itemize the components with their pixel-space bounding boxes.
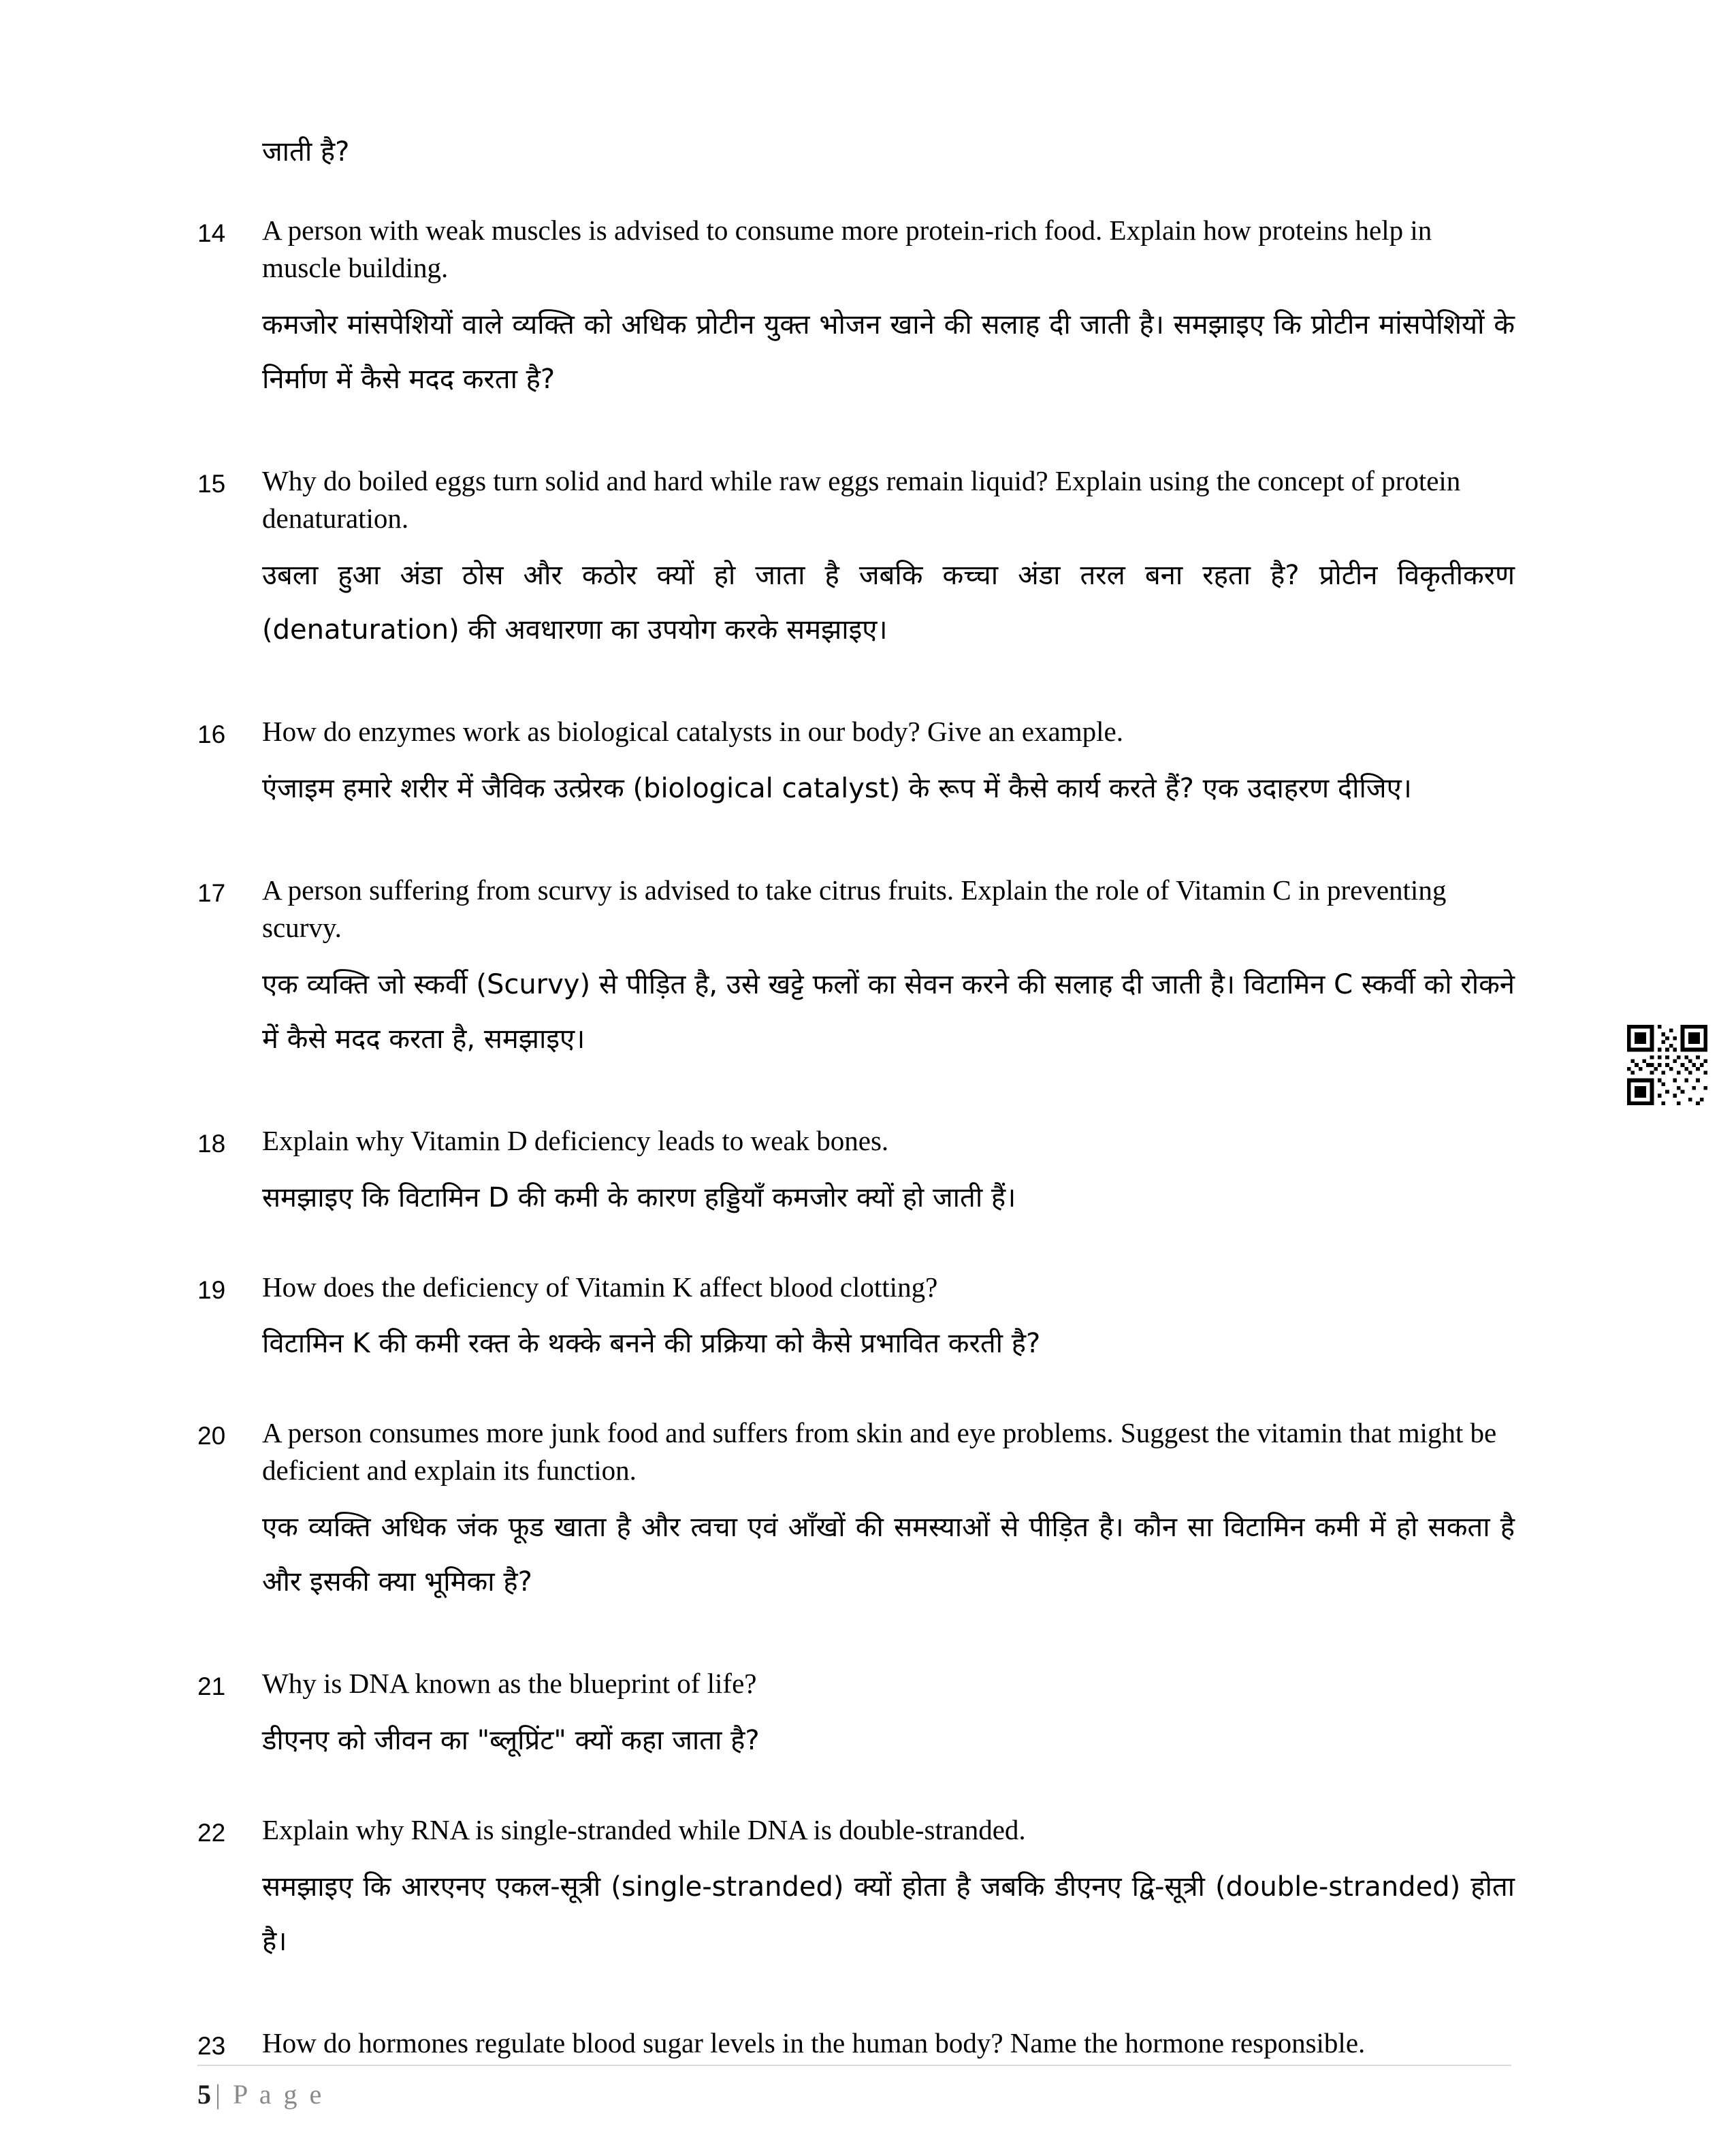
question-text-hindi: विटामिन K की कमी रक्त के थक्के बनने की प्रक्रिया को कैसे प्रभावित करती है?	[262, 1328, 1041, 1360]
question-body	[262, 2024, 1515, 2065]
question-number: 22	[197, 1819, 226, 1847]
question-text-hindi: समझाइए कि आरएनए एकल-सूत्री (single-stranded) क्यों होता है जबकि डीएनए द्वि-सूत्री (double-stranded) होता है।	[262, 1871, 1515, 1958]
page-footer	[197, 2078, 324, 2110]
question-text-hindi: एंजाइम हमारे शरीर में जैविक उत्प्रेरक (biological catalyst) के रूप में कैसे कार्य करते हैं? एक उदाहरण दीजिए।	[262, 772, 1412, 804]
question-item	[197, 212, 1515, 407]
question-item	[197, 872, 1515, 1066]
question-number: 18	[197, 1129, 226, 1158]
question-body	[262, 1665, 1515, 1768]
question-number: 23	[197, 2032, 226, 2061]
question-number: 20	[197, 1422, 226, 1450]
question-item	[197, 1665, 1515, 1768]
question-body	[262, 872, 1515, 1066]
question-item	[197, 713, 1515, 816]
question-text-hindi: एक व्यक्ति अधिक जंक फूड खाता है और त्वचा एवं आँखों की समस्याओं से पीड़ित है। कौन सा विटामिन कमी में हो सकता है और इसकी क्या भूमिका है?	[262, 1512, 1515, 1598]
question-text-english: How do enzymes work as biological catalysts in our body? Give an example.	[262, 715, 1123, 747]
question-text-english: How do hormones regulate blood sugar levels in the human body? Name the hormone responsible.	[262, 2027, 1366, 2059]
question-text-english: Why do boiled eggs turn solid and hard while raw eggs remain liquid? Explain using the concept of protein denaturation.	[262, 464, 1461, 534]
question-number: 14	[197, 219, 226, 247]
page-number: 5	[197, 2079, 211, 2110]
question-number: 17	[197, 878, 226, 907]
question-item	[197, 2024, 1515, 2065]
question-text-english: Explain why RNA is single-stranded while DNA is double-stranded.	[262, 1814, 1026, 1846]
document-body	[197, 133, 1515, 2120]
question-body	[262, 1414, 1515, 1609]
question-number: 16	[197, 720, 226, 748]
footer-label: | P a g e	[215, 2079, 325, 2110]
question-text-hindi: समझाइए कि विटामिन D की कमी के कारण हड्डियाँ कमजोर क्यों हो जाती हैं।	[262, 1181, 1016, 1213]
question-body	[262, 1122, 1515, 1225]
continuation-text: जाती है?	[262, 136, 350, 168]
question-item	[197, 1811, 1515, 1969]
question-text-english: How does the deficiency of Vitamin K affect blood clotting?	[262, 1271, 938, 1303]
question-body	[262, 1269, 1515, 1371]
qr-code	[1627, 1025, 1707, 1105]
question-text-hindi: कमजोर मांसपेशियों वाले व्यक्ति को अधिक प्रोटीन युक्त भोजन खाने की सलाह दी जाती है। समझाइए कि प्रोटीन मांसपेशियों के निर्माण में कैसे मदद करता है?	[262, 308, 1515, 395]
question-text-english: A person with weak muscles is advised to consume more protein-rich food. Explain how proteins help in muscle building.	[262, 214, 1432, 283]
question-text-english: Explain why Vitamin D deficiency leads to weak bones.	[262, 1124, 889, 1156]
question-text-hindi: एक व्यक्ति जो स्कर्वी (Scurvy) से पीड़ित है, उसे खट्टे फलों का सेवन करने की सलाह दी जाती है। विटामिन C स्कर्वी को रोकने में कैसे मदद करता है, समझाइए।	[262, 968, 1515, 1055]
question-body	[262, 1811, 1515, 1969]
question-item	[197, 1122, 1515, 1225]
question-body	[262, 713, 1515, 816]
footer-divider	[197, 2065, 1511, 2066]
question-text-hindi: डीएनए को जीवन का "ब्लूप्रिंट" क्यों कहा जाता है?	[262, 1725, 760, 1757]
question-text-hindi: उबला हुआ अंडा ठोस और कठोर क्यों हो जाता है जबकि कच्चा अंडा तरल बना रहता है? प्रोटीन विकृतीकरण (denaturation) की अवधारणा का उपयोग करके समझाइए।	[262, 559, 1515, 646]
question-item	[197, 1414, 1515, 1609]
question-number: 15	[197, 469, 226, 498]
question-text-english: A person suffering from scurvy is advised to take citrus fruits. Explain the role of Vitamin C in preventing scurvy.	[262, 874, 1447, 943]
question-number: 19	[197, 1275, 226, 1304]
question-number: 21	[197, 1672, 226, 1701]
question-item	[197, 462, 1515, 657]
question-body	[262, 212, 1515, 407]
question-body	[262, 462, 1515, 657]
question-text-english: A person consumes more junk food and suffers from skin and eye problems. Suggest the vitamin that might be deficient and explain its function.	[262, 1417, 1497, 1487]
question-item	[197, 1269, 1515, 1371]
question-text-english: Why is DNA known as the blueprint of life?	[262, 1668, 757, 1700]
